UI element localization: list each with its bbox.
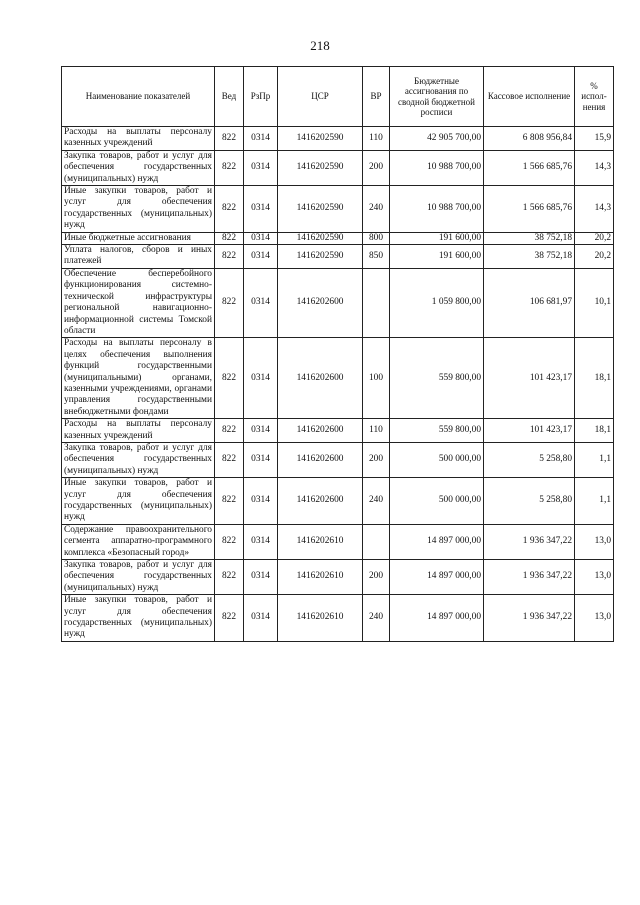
cell-vr: 110: [363, 127, 390, 151]
cell-pct: 13,0: [575, 595, 614, 642]
cell-rzpr: 0314: [244, 560, 278, 595]
cell-name: Закупка товаров, работ и услуг для обеспечения государственных (муниципальных) нужд: [62, 560, 215, 595]
cell-rzpr: 0314: [244, 419, 278, 443]
cell-budget: 42 905 700,00: [390, 127, 484, 151]
cell-budget: 14 897 000,00: [390, 524, 484, 559]
cell-csr: 1416202590: [278, 186, 363, 233]
cell-ved: 822: [215, 268, 244, 337]
table-row: [62, 150, 614, 185]
table-row: [62, 338, 614, 419]
cell-csr: 1416202610: [278, 524, 363, 559]
cell-name: Уплата налогов, сборов и иных платежей: [62, 245, 215, 269]
cell-pct: 1,1: [575, 478, 614, 525]
cell-cash: 1 936 347,22: [484, 595, 575, 642]
table-row: [62, 419, 614, 443]
header-rzpr: РзПр: [244, 67, 278, 127]
cell-name: Закупка товаров, работ и услуг для обеспечения государственных (муниципальных) нужд: [62, 442, 215, 477]
table-row: [62, 595, 614, 642]
cell-ved: 822: [215, 127, 244, 151]
cell-name: Иные закупки товаров, работ и услуг для обеспечения государственных (муниципальных) нужд: [62, 186, 215, 233]
cell-cash: 5 258,80: [484, 442, 575, 477]
cell-csr: 1416202600: [278, 338, 363, 419]
cell-csr: 1416202610: [278, 560, 363, 595]
cell-budget: 559 800,00: [390, 338, 484, 419]
cell-budget: 500 000,00: [390, 442, 484, 477]
cell-budget: 10 988 700,00: [390, 186, 484, 233]
table-header-row: [62, 67, 614, 127]
cell-pct: 15,9: [575, 127, 614, 151]
cell-name: Иные бюджетные ассигнования: [62, 232, 215, 244]
cell-ved: 822: [215, 442, 244, 477]
cell-ved: 822: [215, 478, 244, 525]
cell-name: Содержание правоохранительного сегмента аппаратно-программного комплекса «Безопасный город»: [62, 524, 215, 559]
cell-ved: 822: [215, 419, 244, 443]
table-row: [62, 127, 614, 151]
cell-rzpr: 0314: [244, 245, 278, 269]
header-cash: Кассовое исполнение: [484, 67, 575, 127]
cell-ved: 822: [215, 245, 244, 269]
cell-vr: [363, 268, 390, 337]
cell-vr: 800: [363, 232, 390, 244]
cell-name: Обеспечение бесперебойного функционирования системно-технической инфраструктуры региональной навигационно-информационной системы Томской области: [62, 268, 215, 337]
cell-pct: 18,1: [575, 419, 614, 443]
cell-ved: 822: [215, 232, 244, 244]
cell-budget: 191 600,00: [390, 245, 484, 269]
cell-ved: 822: [215, 524, 244, 559]
cell-pct: 10,1: [575, 268, 614, 337]
cell-csr: 1416202590: [278, 245, 363, 269]
header-name: Наименование показателей: [62, 67, 215, 127]
cell-cash: 106 681,97: [484, 268, 575, 337]
cell-rzpr: 0314: [244, 338, 278, 419]
cell-cash: 1 566 685,76: [484, 186, 575, 233]
cell-cash: 6 808 956,84: [484, 127, 575, 151]
cell-vr: 240: [363, 186, 390, 233]
cell-rzpr: 0314: [244, 478, 278, 525]
cell-csr: 1416202600: [278, 442, 363, 477]
cell-pct: 14,3: [575, 186, 614, 233]
cell-name: Расходы на выплаты персоналу в целях обеспечения выполнения функций государственными (муниципальными) органами, казенными учреждениями, органами управления государственными внебюджетными фондами: [62, 338, 215, 419]
cell-vr: 240: [363, 478, 390, 525]
cell-budget: 1 059 800,00: [390, 268, 484, 337]
cell-csr: 1416202590: [278, 127, 363, 151]
cell-budget: 500 000,00: [390, 478, 484, 525]
cell-pct: 18,1: [575, 338, 614, 419]
cell-budget: 14 897 000,00: [390, 595, 484, 642]
cell-pct: 1,1: [575, 442, 614, 477]
cell-budget: 10 988 700,00: [390, 150, 484, 185]
header-budget: Бюджетные ассигнования по сводной бюджетной росписи: [390, 67, 484, 127]
cell-cash: 1 566 685,76: [484, 150, 575, 185]
table-row: [62, 442, 614, 477]
header-pct: % испол-нения: [575, 67, 614, 127]
cell-name: Расходы на выплаты персоналу казенных учреждений: [62, 419, 215, 443]
cell-vr: 200: [363, 560, 390, 595]
cell-cash: 101 423,17: [484, 419, 575, 443]
cell-name: Закупка товаров, работ и услуг для обеспечения государственных (муниципальных) нужд: [62, 150, 215, 185]
cell-budget: 191 600,00: [390, 232, 484, 244]
cell-ved: 822: [215, 150, 244, 185]
budget-execution-table: [61, 66, 614, 642]
cell-rzpr: 0314: [244, 232, 278, 244]
cell-rzpr: 0314: [244, 186, 278, 233]
cell-ved: 822: [215, 560, 244, 595]
cell-cash: 1 936 347,22: [484, 560, 575, 595]
header-ved: Вед: [215, 67, 244, 127]
cell-cash: 5 258,80: [484, 478, 575, 525]
table-row: [62, 245, 614, 269]
cell-vr: 200: [363, 442, 390, 477]
cell-ved: 822: [215, 338, 244, 419]
cell-rzpr: 0314: [244, 127, 278, 151]
cell-csr: 1416202600: [278, 478, 363, 525]
cell-cash: 38 752,18: [484, 232, 575, 244]
cell-pct: 14,3: [575, 150, 614, 185]
cell-rzpr: 0314: [244, 150, 278, 185]
cell-csr: 1416202610: [278, 595, 363, 642]
cell-csr: 1416202590: [278, 232, 363, 244]
cell-pct: 13,0: [575, 524, 614, 559]
cell-vr: [363, 524, 390, 559]
table-row: [62, 478, 614, 525]
cell-cash: 38 752,18: [484, 245, 575, 269]
cell-ved: 822: [215, 186, 244, 233]
cell-vr: 240: [363, 595, 390, 642]
page-number: 218: [310, 38, 330, 53]
cell-pct: 20,2: [575, 245, 614, 269]
cell-budget: 14 897 000,00: [390, 560, 484, 595]
cell-rzpr: 0314: [244, 595, 278, 642]
cell-pct: 13,0: [575, 560, 614, 595]
cell-csr: 1416202590: [278, 150, 363, 185]
cell-vr: 850: [363, 245, 390, 269]
table-row: [62, 186, 614, 233]
cell-cash: 101 423,17: [484, 338, 575, 419]
cell-csr: 1416202600: [278, 268, 363, 337]
cell-vr: 200: [363, 150, 390, 185]
cell-csr: 1416202600: [278, 419, 363, 443]
table-row: [62, 232, 614, 244]
cell-rzpr: 0314: [244, 524, 278, 559]
cell-vr: 110: [363, 419, 390, 443]
table-row: [62, 268, 614, 337]
header-vr: ВР: [363, 67, 390, 127]
cell-rzpr: 0314: [244, 442, 278, 477]
cell-pct: 20,2: [575, 232, 614, 244]
cell-name: Расходы на выплаты персоналу казенных учреждений: [62, 127, 215, 151]
cell-name: Иные закупки товаров, работ и услуг для обеспечения государственных (муниципальных) нужд: [62, 595, 215, 642]
table-row: [62, 560, 614, 595]
header-csr: ЦСР: [278, 67, 363, 127]
cell-rzpr: 0314: [244, 268, 278, 337]
cell-budget: 559 800,00: [390, 419, 484, 443]
cell-name: Иные закупки товаров, работ и услуг для обеспечения государственных (муниципальных) нужд: [62, 478, 215, 525]
cell-cash: 1 936 347,22: [484, 524, 575, 559]
table-row: [62, 524, 614, 559]
cell-ved: 822: [215, 595, 244, 642]
cell-vr: 100: [363, 338, 390, 419]
